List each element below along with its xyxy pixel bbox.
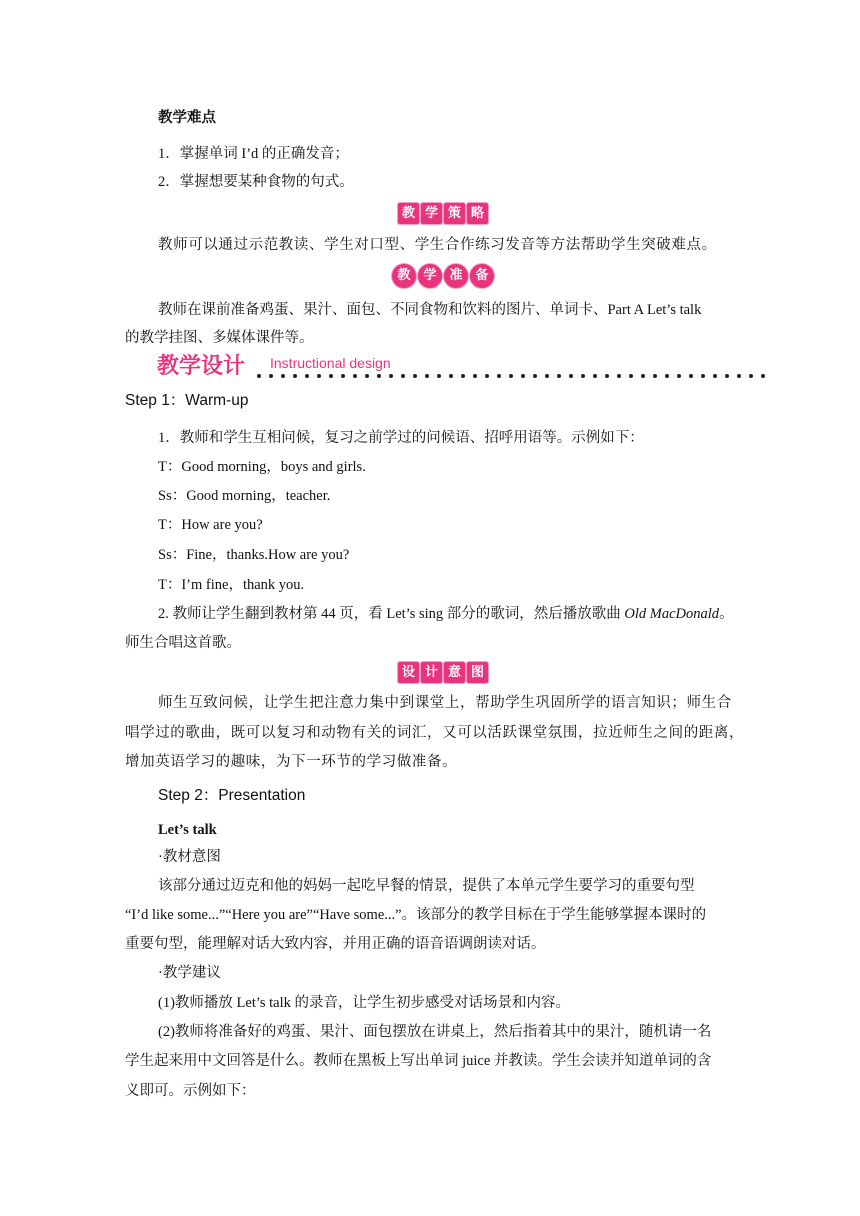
- dialog-line: T：How are you?: [158, 517, 263, 533]
- badge-char: 计: [421, 662, 442, 683]
- rule-dot: [341, 374, 345, 378]
- preparation-line-1: 教师在课前准备鸡蛋、果汁、面包、不同食物和饮料的图片、单词卡、Part A Let’s talk: [158, 302, 702, 318]
- rule-dot: [521, 374, 525, 378]
- rule-dot: [749, 374, 753, 378]
- rule-dot: [281, 374, 285, 378]
- rule-dot: [305, 374, 309, 378]
- section-title: 教学设计: [157, 354, 246, 379]
- advice-2-line-1: (2)教师将准备好的鸡蛋、果汁、面包摆放在讲桌上，然后指着其中的果汁，随机请一名: [158, 1024, 712, 1040]
- design-intent-badge: [398, 662, 488, 684]
- rule-dot: [449, 374, 453, 378]
- rule-dot: [713, 374, 717, 378]
- badge-char: 图: [467, 662, 488, 683]
- rule-dot: [461, 374, 465, 378]
- intent-line-3: 增加英语学习的趣味，为下一环节的学习做准备。: [125, 754, 458, 770]
- rule-dot: [605, 374, 609, 378]
- dialog-line: T：I’m fine，thank you.: [158, 577, 305, 593]
- rule-dot: [437, 374, 441, 378]
- badge-char: 策: [444, 203, 465, 224]
- step2-sub: Let’s talk: [158, 822, 217, 838]
- instructional-design-header: [157, 352, 767, 382]
- rule-dot: [677, 374, 681, 378]
- step1-intro: 1．教师和学生互相问候，复习之前学过的问候语、招呼用语等。示例如下：: [158, 430, 644, 446]
- badge-char: 备: [470, 264, 494, 288]
- rule-dot: [617, 374, 621, 378]
- textbook-intent-line-2: “I’d like some...”“Here you are”“Have some...”。该部分的教学目标在于学生能够掌握本课时的: [125, 907, 707, 923]
- badge-char: 学: [421, 203, 442, 224]
- rule-dot: [569, 374, 573, 378]
- difficulty-heading: 教学难点: [158, 110, 216, 126]
- rule-dot: [545, 374, 549, 378]
- step1-heading: Step 1：Warm-up: [125, 392, 249, 409]
- rule-dot: [629, 374, 633, 378]
- teaching-advice-label: ·教学建议: [158, 965, 221, 981]
- rule-dot: [509, 374, 513, 378]
- rule-dot: [665, 374, 669, 378]
- preparation-line-2: 的教学挂图、多媒体课件等。: [125, 330, 314, 346]
- badge-char: 意: [444, 662, 465, 683]
- rule-dot: [761, 374, 765, 378]
- rule-dot: [269, 374, 273, 378]
- rule-dot: [725, 374, 729, 378]
- textbook-intent-line-1: 该部分通过迈克和他的妈妈一起吃早餐的情景，提供了本单元学生要学习的重要句型: [158, 878, 695, 894]
- rule-dot: [533, 374, 537, 378]
- strategy-text: 教师可以通过示范教读、学生对口型、学生合作练习发音等方法帮助学生突破难点。: [158, 237, 717, 253]
- badge-char: 教: [398, 203, 419, 224]
- badge-char: 教: [392, 264, 416, 288]
- rule-dot: [641, 374, 645, 378]
- rule-dot: [689, 374, 693, 378]
- intent-line-2: 唱学过的歌曲，既可以复习和动物有关的词汇，又可以活跃课堂氛围，拉近师生之间的距离，: [125, 725, 745, 741]
- rule-dot: [257, 374, 261, 378]
- advice-2-line-3: 义即可。示例如下：: [125, 1083, 256, 1099]
- rule-dot: [353, 374, 357, 378]
- dialog-line: Ss：Good morning，teacher.: [158, 488, 331, 504]
- rule-dot: [581, 374, 585, 378]
- rule-dot: [557, 374, 561, 378]
- step1-item-2-text: 2. 教师让学生翻到教材第 44 页，看 Let’s sing 部分的歌词，然后播放歌曲: [158, 606, 625, 622]
- rule-dot: [737, 374, 741, 378]
- rule-dot: [329, 374, 333, 378]
- badge-char: 学: [418, 264, 442, 288]
- rule-dot: [653, 374, 657, 378]
- textbook-intent-label: ·教材意图: [158, 849, 221, 865]
- rule-dot: [497, 374, 501, 378]
- advice-2-line-2: 学生起来用中文回答是什么。教师在黑板上写出单词 juice 并教读。学生会读并知道单词的含: [125, 1053, 712, 1069]
- step1-item-2-end: 。: [719, 606, 734, 622]
- rule-dot: [365, 374, 369, 378]
- textbook-intent-line-3: 重要句型，能理解对话大致内容，并用正确的语音语调朗读对话。: [125, 936, 546, 952]
- rule-dot: [485, 374, 489, 378]
- step1-item-2-line2: 师生合唱这首歌。: [125, 635, 241, 651]
- difficulty-item-1: 1．掌握单词 I’d 的正确发音；: [158, 146, 349, 162]
- rule-dot: [317, 374, 321, 378]
- rule-dot: [425, 374, 429, 378]
- difficulty-item-2: 2．掌握想要某种食物的句式。: [158, 174, 354, 190]
- rule-dot: [593, 374, 597, 378]
- intent-line-1: 师生互致问候，让学生把注意力集中到课堂上，帮助学生巩固所学的语言知识；师生合: [158, 695, 732, 711]
- step2-heading: Step 2：Presentation: [158, 787, 306, 804]
- dialog-line: Ss：Fine，thanks.How are you?: [158, 547, 350, 563]
- badge-char: 设: [398, 662, 419, 683]
- advice-1: (1)教师播放 Let’s talk 的录音，让学生初步感受对话场景和内容。: [158, 995, 571, 1011]
- dotted-rule: [257, 374, 765, 380]
- rule-dot: [389, 374, 393, 378]
- badge-char: 略: [467, 203, 488, 224]
- rule-dot: [413, 374, 417, 378]
- dialog-line: T：Good morning，boys and girls.: [158, 459, 366, 475]
- rule-dot: [401, 374, 405, 378]
- section-subtitle: Instructional design: [270, 355, 391, 371]
- rule-dot: [377, 374, 381, 378]
- rule-dot: [701, 374, 705, 378]
- badge-char: 准: [444, 264, 468, 288]
- strategy-badge: [398, 203, 488, 225]
- step1-item-2: [158, 604, 734, 624]
- song-title: Old MacDonald: [624, 606, 720, 622]
- preparation-badge: [392, 264, 494, 286]
- rule-dot: [293, 374, 297, 378]
- rule-dot: [473, 374, 477, 378]
